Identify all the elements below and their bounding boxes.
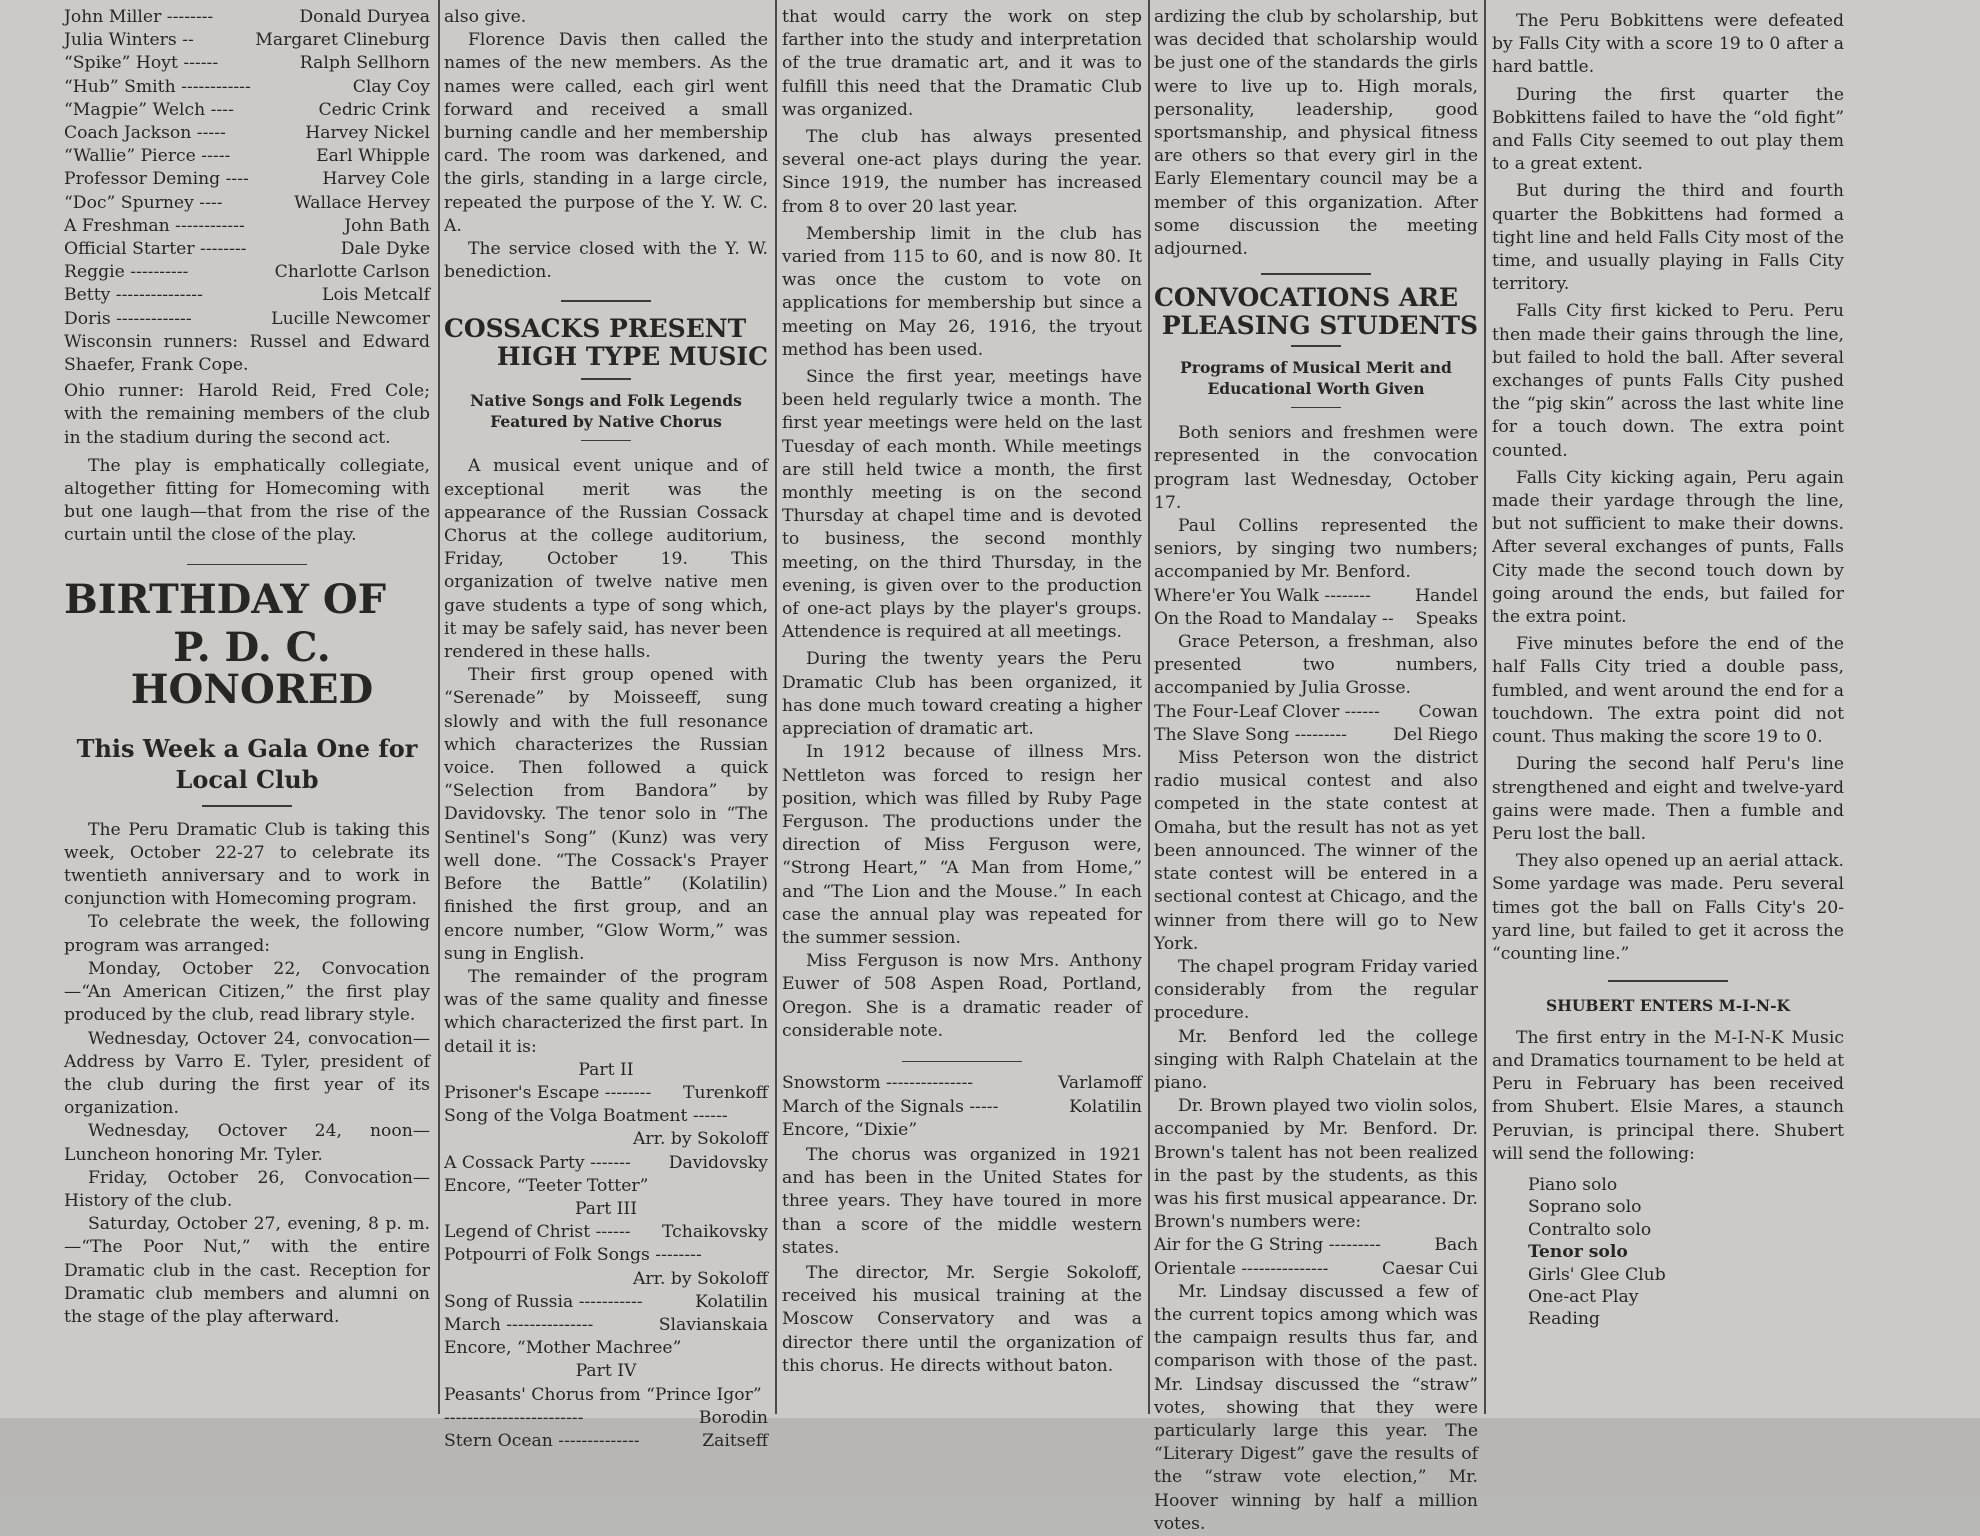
program-friday: Friday, October 26, Convocation—History of the club. bbox=[64, 1167, 430, 1211]
column-5 bbox=[1492, 6, 1844, 1331]
song-title: Where'er You Walk -------- bbox=[1154, 585, 1371, 606]
program-row bbox=[444, 1291, 768, 1314]
event-list bbox=[1492, 1174, 1844, 1331]
composer: Kolatilin bbox=[1069, 1096, 1142, 1117]
program-row: Potpourri of Folk Songs -------- bbox=[444, 1245, 702, 1266]
song-title: Snowstorm --------------- bbox=[782, 1073, 974, 1094]
divider bbox=[581, 440, 631, 442]
program-wednesday-luncheon: Wednesday, Octover 24, noon—Luncheon honoring Mr. Tyler. bbox=[64, 1121, 430, 1165]
divider bbox=[1608, 980, 1728, 982]
actor-name: Earl Whipple bbox=[316, 146, 430, 167]
composer: Varlamoff bbox=[1058, 1073, 1142, 1094]
actor-name: John Bath bbox=[344, 215, 430, 236]
program-row bbox=[782, 1072, 1142, 1095]
third-fourth-quarter: But during the third and fourth quarter the Bobkittens had formed a tight line and held Falls City most of the time, and usually playing in Falls City territory. bbox=[1492, 181, 1844, 295]
composer: Tchaikovsky bbox=[662, 1222, 768, 1243]
program-row bbox=[1154, 608, 1478, 631]
cast-row bbox=[64, 192, 430, 215]
actor-name: Dale Dyke bbox=[340, 239, 430, 260]
actor-name: Margaret Clineburg bbox=[255, 30, 430, 51]
cossacks-intro: A musical event unique and of exceptional merit was the appearance of the Russian Cossack Chorus at the college auditorium, Friday, October 19. This organization of twelve native men gave students a type of song which, it may be safely said, has never been rendered in these halls. bbox=[444, 456, 768, 663]
arranger: Arr. by Sokoloff bbox=[633, 1268, 768, 1289]
headline-line-2: HIGH TYPE MUSIC bbox=[496, 342, 768, 372]
actor-name: Cedric Crink bbox=[318, 99, 430, 120]
program-row: Encore, “Mother Machree” bbox=[444, 1338, 682, 1359]
event-item: Girls' Glee Club bbox=[1528, 1264, 1666, 1285]
membership-limit: Membership limit in the club has varied from 115 to 60, and is now 80. It was once the custom to vote on applications for membership but since a meeting on May 26, 1916, the tryout method has been used. bbox=[782, 223, 1142, 360]
shubert-entry: The first entry in the M-I-N-K Music and Dramatics tournament to be held at Peru in February has been received from Shubert. Elsie Mares, a staunch Peruvian, is principal there. Shubert will send the following: bbox=[1492, 1027, 1844, 1164]
program-row bbox=[1154, 724, 1478, 747]
column-rule bbox=[1484, 0, 1486, 1414]
headline-birthday bbox=[64, 576, 430, 714]
song-title: March --------------- bbox=[444, 1314, 594, 1335]
aerial-attack: They also opened up an aerial attack. Some yardage was made. Peru several times got the ball on Falls City's 20-yard line, but failed to get it across the “counting line.” bbox=[1492, 851, 1844, 964]
play-review: The play is emphatically collegiate, altogether fitting for Homecoming with but one laugh—that from the rise of the curtain until the close of the play. bbox=[64, 455, 430, 546]
composer: Caesar Cui bbox=[1381, 1258, 1478, 1279]
character-name: “Magpie” Welch ---- bbox=[64, 99, 234, 120]
ywca-end: also give. bbox=[444, 7, 527, 27]
cast-row bbox=[64, 215, 430, 238]
event-item: Contralto solo bbox=[1528, 1219, 1652, 1240]
program-row bbox=[444, 1314, 768, 1337]
composer: Handel bbox=[1415, 585, 1478, 606]
composer: Turenkoff bbox=[683, 1082, 768, 1103]
page-bottom-margin bbox=[0, 1418, 1980, 1496]
program-part-4: Part IV bbox=[575, 1361, 637, 1382]
director: The director, Mr. Sergie Sokoloff, received his musical training at the Moscow Conservatory and was a director there until the organization of this chorus. He directs without baton. bbox=[782, 1263, 1142, 1376]
actor-name: Charlotte Carlson bbox=[274, 262, 430, 283]
actor-name: Lois Metcalf bbox=[322, 285, 430, 306]
song-title: Prisoner's Escape -------- bbox=[444, 1082, 652, 1103]
divider bbox=[187, 564, 307, 566]
character-name: Betty --------------- bbox=[64, 285, 203, 306]
composer: Speaks bbox=[1415, 608, 1478, 629]
actor-name: Harvey Nickel bbox=[305, 123, 430, 144]
headline-line-1: COSSACKS PRESENT bbox=[444, 313, 747, 343]
character-name: Coach Jackson ----- bbox=[64, 123, 226, 144]
character-name: Professor Deming ---- bbox=[64, 169, 249, 190]
scholarship-standards: ardizing the club by scholarship, but was decided that scholarship would be just one of the standards the girls were to live up to. High morals, personality, leadership, good sportsmanship, and physical fitness are others so that every girl in the Early Elementary council may be a member of this organization. After some discussion the meeting adjourned. bbox=[1154, 7, 1478, 260]
song-title: A Cossack Party ------- bbox=[444, 1152, 631, 1173]
program-row bbox=[444, 1430, 768, 1453]
character-name: John Miller -------- bbox=[64, 7, 214, 27]
double-pass: Five minutes before the end of the half Falls City tried a double pass, fumbled, and went around the end for a touchdown. The extra point did not count. Thus making the score 19 to 0. bbox=[1492, 634, 1844, 748]
bobkittens-defeated: The Peru Bobkittens were defeated by Falls City with a score 19 to 0 after a hard battle. bbox=[1492, 11, 1844, 78]
program-part-2: Part II bbox=[578, 1059, 634, 1080]
composer: Cowan bbox=[1418, 701, 1478, 722]
character-name: Julia Winters -- bbox=[64, 30, 194, 51]
cast-row bbox=[64, 168, 430, 191]
one-act-plays: The club has always presented several one-act plays during the year. Since 1919, the number has increased from 8 to over 20 last year. bbox=[782, 127, 1142, 217]
program-row bbox=[1154, 1258, 1478, 1281]
second-touchdown: Falls City kicking again, Peru again made their yardage through the line, but not sufficient to make their downs. After several exchanges of punts, Falls City made the second touch down by going around the ends, but failed for the extra point. bbox=[1492, 467, 1844, 628]
cast-row bbox=[64, 122, 430, 145]
divider bbox=[561, 300, 651, 302]
first-kick: Falls City first kicked to Peru. Peru then made their gains through the line, but failed to hold the ball. After several exchanges of punts Falls City pushed the “pig skin” across the last white line for a touch down. The extra point counted. bbox=[1492, 301, 1844, 461]
program-row bbox=[1154, 1234, 1478, 1257]
program-part-3: Part III bbox=[575, 1198, 637, 1219]
column-rule bbox=[1148, 0, 1150, 1414]
cast-row bbox=[64, 52, 430, 75]
program-row: Encore, “Teeter Totter” bbox=[444, 1175, 649, 1196]
deck-native-songs: Native Songs and Folk Legends Featured by Native Chorus bbox=[470, 390, 742, 431]
headline-convocations bbox=[1154, 282, 1478, 340]
divider bbox=[902, 1061, 1022, 1063]
song-title: March of the Signals ----- bbox=[782, 1096, 999, 1117]
cossacks-remainder: The remainder of the program was of the same quality and finesse which characterized the first part. In detail it is: bbox=[444, 966, 768, 1057]
song-title: Song of Russia ----------- bbox=[444, 1291, 643, 1312]
song-title: Orientale --------------- bbox=[1154, 1258, 1329, 1279]
character-name: Doris ------------- bbox=[64, 308, 192, 329]
radio-contest: Miss Peterson won the district radio musical contest and also competed in the state contest at Omaha, but the result has not as yet been announced. The winner of the state contest will be entered in a sectional contest at Chicago, and the winner from there will go to New York. bbox=[1154, 748, 1478, 954]
program-row bbox=[444, 1407, 768, 1430]
meetings: Since the first year, meetings have been held regularly twice a month. The first year meetings were held on the last Tuesday of each month. While meetings are still held twice a month, the first monthly meeting is on the second Thursday at chapel time and is devoted to business, the second monthly meeting, on the third Thursday, in the evening, is given over to the production of one-act plays by the player's groups. Attendence is required at all meetings. bbox=[782, 367, 1142, 643]
composer: Zaitseff bbox=[702, 1430, 768, 1451]
event-item: Soprano solo bbox=[1528, 1197, 1642, 1218]
actor-name: Wallace Hervey bbox=[294, 192, 430, 213]
actor-name: Ralph Sellhorn bbox=[299, 53, 430, 74]
actor-name: Harvey Cole bbox=[322, 169, 430, 190]
character-name: Official Starter -------- bbox=[64, 239, 247, 260]
column-3 bbox=[782, 6, 1142, 1378]
dr-brown: Dr. Brown played two violin solos, accompanied by Mr. Benford. Dr. Brown's talent has not been realized in the past by the students, as this was his first musical appearance. Dr. Brown's numbers were: bbox=[1154, 1096, 1478, 1233]
divider bbox=[1291, 407, 1341, 409]
headline-cossacks bbox=[444, 313, 768, 372]
headline-shubert: SHUBERT ENTERS M-I-N-K bbox=[1546, 995, 1790, 1015]
headline-line-2: PLEASING STUDENTS bbox=[1161, 310, 1478, 340]
convocation-intro: Both seniors and freshmen were represented in the convocation program last Wednesday, October 17. bbox=[1154, 423, 1478, 513]
character-name: “Wallie” Pierce ----- bbox=[64, 146, 231, 167]
column-4 bbox=[1154, 6, 1478, 1536]
character-name: “Hub” Smith ------------ bbox=[64, 76, 251, 97]
column-1 bbox=[64, 6, 430, 1329]
divider bbox=[581, 378, 631, 380]
program-row: Peasants' Chorus from “Prince Igor” bbox=[444, 1384, 762, 1405]
cast-row bbox=[64, 308, 430, 331]
ywca-benediction: The service closed with the Y. W. benediction. bbox=[444, 239, 768, 283]
headline-line-2: P. D. C. HONORED bbox=[130, 624, 374, 714]
dramatic-club-intro: The Peru Dramatic Club is taking this week, October 22-27 to celebrate its twentieth anniversary and to work in conjunction with Homecoming program. bbox=[64, 819, 430, 910]
composer: Borodin bbox=[698, 1407, 768, 1428]
mr-lindsay: Mr. Lindsay discussed a few of the current topics among which was the campaign results thus far, and comparison with those of the past. Mr. Lindsay discussed the “straw” votes, showing that they were particularly large this year. The “Literary Digest” gave the results of the “straw vote election,” Mr. Hoover winning by half a million votes. bbox=[1154, 1281, 1478, 1534]
cast-row bbox=[64, 284, 430, 307]
program-row bbox=[444, 1221, 768, 1244]
program-saturday: Saturday, October 27, evening, 8 p. m.—“The Poor Nut,” with the entire Dramatic club in the cast. Reception for Dramatic club members and alumni on the stage of the play afterward. bbox=[64, 1214, 430, 1327]
chapel-program: The chapel program Friday varied considerably from the regular procedure. bbox=[1154, 956, 1478, 1024]
song-title: ------------------------ bbox=[444, 1407, 584, 1428]
composer: Davidovsky bbox=[668, 1152, 768, 1173]
cast-row bbox=[64, 76, 430, 99]
divider bbox=[1261, 273, 1371, 275]
wisconsin-runners: Wisconsin runners: Russel and Edward Shaefer, Frank Cope. bbox=[64, 331, 430, 376]
divider bbox=[1291, 345, 1341, 347]
program-row bbox=[782, 1096, 1142, 1119]
composer: Del Riego bbox=[1393, 724, 1478, 745]
cast-list bbox=[64, 6, 430, 331]
actor-name: Lucille Newcomer bbox=[271, 308, 430, 329]
chorus-history: The chorus was organized in 1921 and has been in the United States for three years. They have toured in more than a score of the middle western states. bbox=[782, 1145, 1142, 1258]
event-item: Tenor solo bbox=[1528, 1242, 1628, 1263]
cast-row bbox=[64, 261, 430, 284]
composer: Slavianskaia bbox=[658, 1314, 768, 1335]
program-row bbox=[444, 1152, 768, 1175]
character-name: “Doc” Spurney ---- bbox=[64, 192, 223, 213]
program-row: Encore, “Dixie” bbox=[782, 1119, 918, 1140]
character-name: “Spike” Hoyt ------ bbox=[64, 53, 219, 74]
program-wednesday-convocation: Wednesday, Octover 24, convocation—Address by Varro E. Tyler, president of the club during the first year of its organization. bbox=[64, 1028, 430, 1119]
program-row bbox=[1154, 585, 1478, 608]
arranger: Arr. by Sokoloff bbox=[633, 1129, 768, 1150]
program-monday: Monday, October 22, Convocation—“An American Citizen,” the first play produced by the club, read library style. bbox=[64, 958, 430, 1026]
event-item: One-act Play bbox=[1528, 1287, 1639, 1308]
composer: Bach bbox=[1434, 1235, 1478, 1256]
song-title: Air for the G String --------- bbox=[1154, 1235, 1381, 1256]
program-row: Song of the Volga Boatment ------ bbox=[444, 1106, 728, 1127]
paul-collins: Paul Collins represented the seniors, by singing two numbers; accompanied by Mr. Benford. bbox=[1154, 516, 1478, 583]
cast-row bbox=[64, 29, 430, 52]
grace-peterson: Grace Peterson, a freshman, also presented two numbers, accompanied by Julia Grosse. bbox=[1154, 632, 1478, 699]
song-title: Legend of Christ ------ bbox=[444, 1222, 631, 1243]
actor-name: Clay Coy bbox=[352, 76, 430, 97]
song-title: The Four-Leaf Clover ------ bbox=[1154, 701, 1380, 722]
column-2 bbox=[444, 6, 768, 1453]
twenty-years: During the twenty years the Peru Dramatic Club has been organized, it has done much toward creating a higher appreciation of dramatic art. bbox=[782, 649, 1142, 740]
ohio-runner: Ohio runner: Harold Reid, Fred Cole; with the remaining members of the club in the stadium during the second act. bbox=[64, 381, 430, 448]
deck-programs: Programs of Musical Merit and Educational Worth Given bbox=[1180, 357, 1452, 398]
cast-row bbox=[64, 99, 430, 122]
event-item: Piano solo bbox=[1528, 1175, 1618, 1196]
club-purpose: that would carry the work on step farther into the study and interpretation of the true dramatic art, and it was to fulfill this need that the Dramatic Club was organized. bbox=[782, 7, 1142, 120]
program-intro: To celebrate the week, the following program was arranged: bbox=[64, 912, 430, 956]
cast-row bbox=[64, 238, 430, 261]
program-row bbox=[444, 1082, 768, 1105]
column-rule bbox=[438, 0, 440, 1414]
ferguson-now: Miss Ferguson is now Mrs. Anthony Euwer of 508 Aspen Road, Portland, Oregon. She is a dramatic reader of considerable note. bbox=[782, 951, 1142, 1041]
headline-line-1: CONVOCATIONS ARE bbox=[1154, 282, 1459, 312]
song-title: Stern Ocean -------------- bbox=[444, 1430, 640, 1451]
ywca-ceremony: Florence Davis then called the names of the new members. As the names were called, each girl went forward and received a small burning candle and her membership card. The room was darkened, and the girls, standing in a large circle, repeated the purpose of the Y. W. C. A. bbox=[444, 30, 768, 236]
character-name: Reggie ---------- bbox=[64, 262, 189, 283]
divider bbox=[202, 805, 292, 807]
subhead-gala: This Week a Gala One for Local Club bbox=[76, 734, 418, 795]
column-rule bbox=[775, 0, 777, 1414]
program-row bbox=[1154, 701, 1478, 724]
headline-line-1: BIRTHDAY OF bbox=[64, 576, 387, 624]
college-singing: Mr. Benford led the college singing with Ralph Chatelain at the piano. bbox=[1154, 1026, 1478, 1093]
first-quarter: During the first quarter the Bobkittens failed to have the “old fight” and Falls City seemed to out play them to a great extent. bbox=[1492, 84, 1844, 175]
actor-name: Donald Duryea bbox=[299, 7, 430, 27]
cast-row bbox=[64, 145, 430, 168]
cast-row bbox=[64, 6, 430, 29]
character-name: A Freshman ------------ bbox=[64, 215, 245, 236]
event-item: Reading bbox=[1528, 1309, 1600, 1330]
song-title: On the Road to Mandalay -- bbox=[1154, 608, 1394, 629]
ferguson: In 1912 because of illness Mrs. Nettleton was forced to resign her position, which was filled by Ruby Page Ferguson. The productions under the direction of Miss Ferguson were, “Strong Heart,” “A Man from Home,” and “The Lion and the Mouse.” In each case the annual play was repeated for the summer session. bbox=[782, 742, 1142, 948]
composer: Kolatilin bbox=[695, 1291, 768, 1312]
second-half: During the second half Peru's line strengthened and eight and twelve-yard gains were made. Then a fumble and Peru lost the ball. bbox=[1492, 754, 1844, 844]
song-title: The Slave Song --------- bbox=[1154, 724, 1347, 745]
cossacks-first-group: Their first group opened with “Serenade” by Moisseeff, sung slowly and with the full resonance which characterizes the Russian voice. Then followed a quick “Selection from Bandora” by Davidovsky. The tenor solo in “The Sentinel's Song” (Kunz) was very well done. “The Cossack's Prayer Before the Battle” (Kolatilin) finished the first group, and an encore number, “Glow Worm,” was sung in English. bbox=[444, 665, 768, 964]
